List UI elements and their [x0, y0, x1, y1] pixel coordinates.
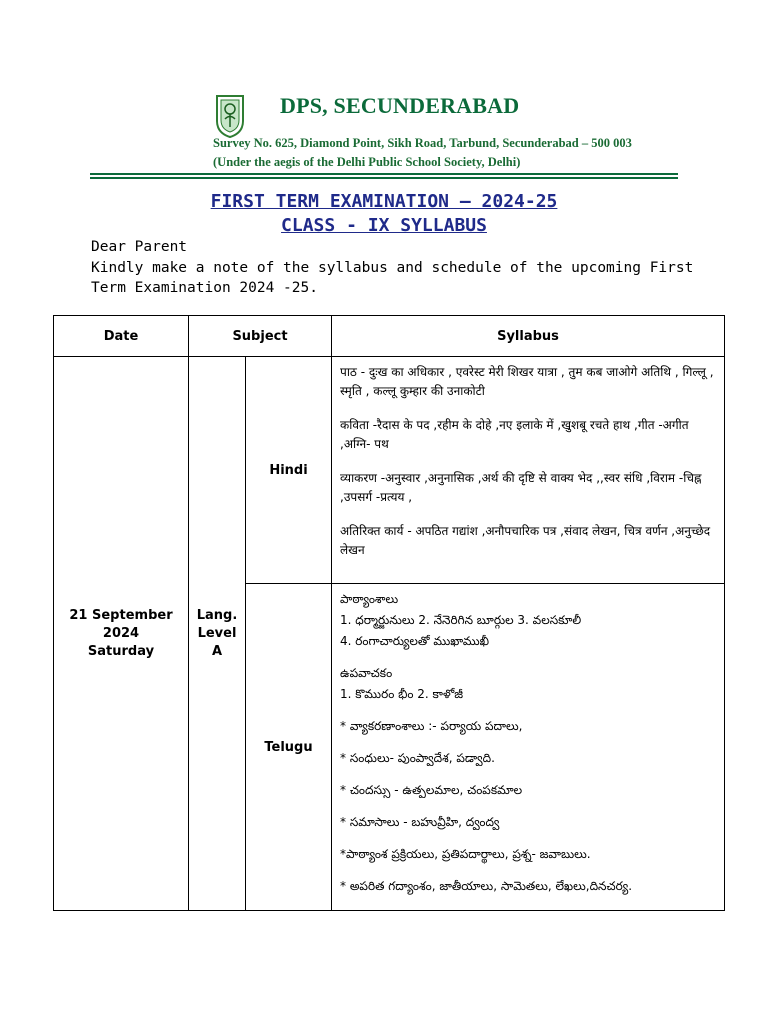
language-level-cell: [189, 357, 246, 911]
table-row: [54, 357, 725, 584]
telugu-lessons-1: 1. ధర్మార్జునులు 2. నేనెరిగిన బూర్గుల 3. వలసకూలీ: [340, 613, 582, 627]
letterhead: [0, 0, 768, 180]
intro-line-2: Term Examination 2024 -25.: [91, 280, 318, 296]
class-title: CLASS - IX SYLLABUS: [281, 215, 487, 236]
hindi-grammar: व्याकरण -अनुस्वार ,अनुनासिक ,अर्थ की दृष्टि से वाक्य भेद ,,स्वर संधि ,विराम -चिह्न ,उपसर्ग -प्रत्यय ,: [340, 471, 702, 504]
telugu-lessons-2: 4. రంగాచార్యులతో ముఖాముఖీ: [340, 634, 490, 648]
intro-line-1: Kindly make a note of the syllabus and schedule of the upcoming First: [91, 260, 694, 276]
telugu-heading-lessons: పాఠ్యాంశాలు: [340, 592, 399, 606]
syllabus-table: [53, 315, 725, 911]
table-header-row: [54, 316, 725, 357]
school-crest-icon: [213, 93, 247, 139]
column-header-subject: Subject: [189, 316, 332, 357]
header-divider-2: [90, 177, 678, 179]
syllabus-telugu: [332, 584, 725, 911]
hindi-lessons: पाठ - दुःख का अधिकार , एवरेस्ट मेरी शिखर यात्रा , तुम कब जाओगे अतिथि , गिल्लू , स्मृति , कल्लू कुम्हार की उनाकोटी: [340, 365, 714, 398]
hindi-additional: अतिरिक्त कार्य - अपठित गद्यांश ,अनौपचारिक पत्र ,संवाद लेखन, चित्र वर्णन ,अनुच्छेद लेखन: [340, 524, 711, 557]
telugu-unseen: * అపరిత గద్యాంశం, జాతీయాలు, సామెతలు, లేఖలు,దినచర్య.: [340, 879, 633, 893]
telugu-supplementary: 1. కొమురం భీం 2. కాళోజీ: [340, 687, 464, 701]
column-header-syllabus: Syllabus: [332, 316, 725, 357]
exam-title: FIRST TERM EXAMINATION – 2024-25: [210, 191, 558, 212]
school-address: Survey No. 625, Diamond Point, Sikh Road, Tarbund, Secunderabad – 500 003: [213, 136, 632, 150]
school-affiliation: (Under the aegis of the Delhi Public School Society, Delhi): [213, 155, 521, 169]
exam-date-year: 2024: [102, 625, 140, 641]
level-line-3: A: [211, 643, 223, 659]
syllabus-hindi: [332, 357, 725, 584]
telugu-chandassu: * చందస్సు - ఉత్పలమాల, చంపకమాల: [340, 783, 523, 797]
telugu-sandhi: * సంధులు- పుంప్వాదేశ, పడ్వాది.: [340, 751, 495, 765]
hindi-poems: कविता -रैदास के पद ,रहीम के दोहे ,नए इलाके में ,खुशबू रचते हाथ ,गीत -अगीत ,अग्नि- पथ: [340, 418, 689, 451]
school-name: DPS, SECUNDERABAD: [280, 93, 520, 118]
exam-date-day: 21 September: [69, 607, 173, 623]
column-header-date: Date: [54, 316, 189, 357]
level-line-1: Lang.: [196, 607, 238, 623]
exam-date-weekday: Saturday: [87, 643, 155, 659]
subject-hindi: Hindi: [246, 357, 332, 584]
exam-date-cell: [54, 357, 189, 911]
header-divider: [90, 173, 678, 175]
telugu-samasalu: * సమాసాలు - బహువ్రీహి, ద్వంద్వ: [340, 815, 500, 829]
level-line-2: Level: [197, 625, 237, 641]
telugu-grammar: * వ్యాకరణాంశాలు :- పర్యాయ పదాలు,: [340, 719, 523, 733]
telugu-processes: *పాఠ్యాంశ ప్రక్రియలు, ప్రతిపదార్థాలు, ప్రశ్న- జవాబులు.: [340, 847, 591, 861]
subject-telugu: Telugu: [246, 584, 332, 911]
greeting: Dear Parent: [91, 239, 188, 255]
telugu-heading-supplementary: ఉపవాచకం: [340, 666, 393, 680]
